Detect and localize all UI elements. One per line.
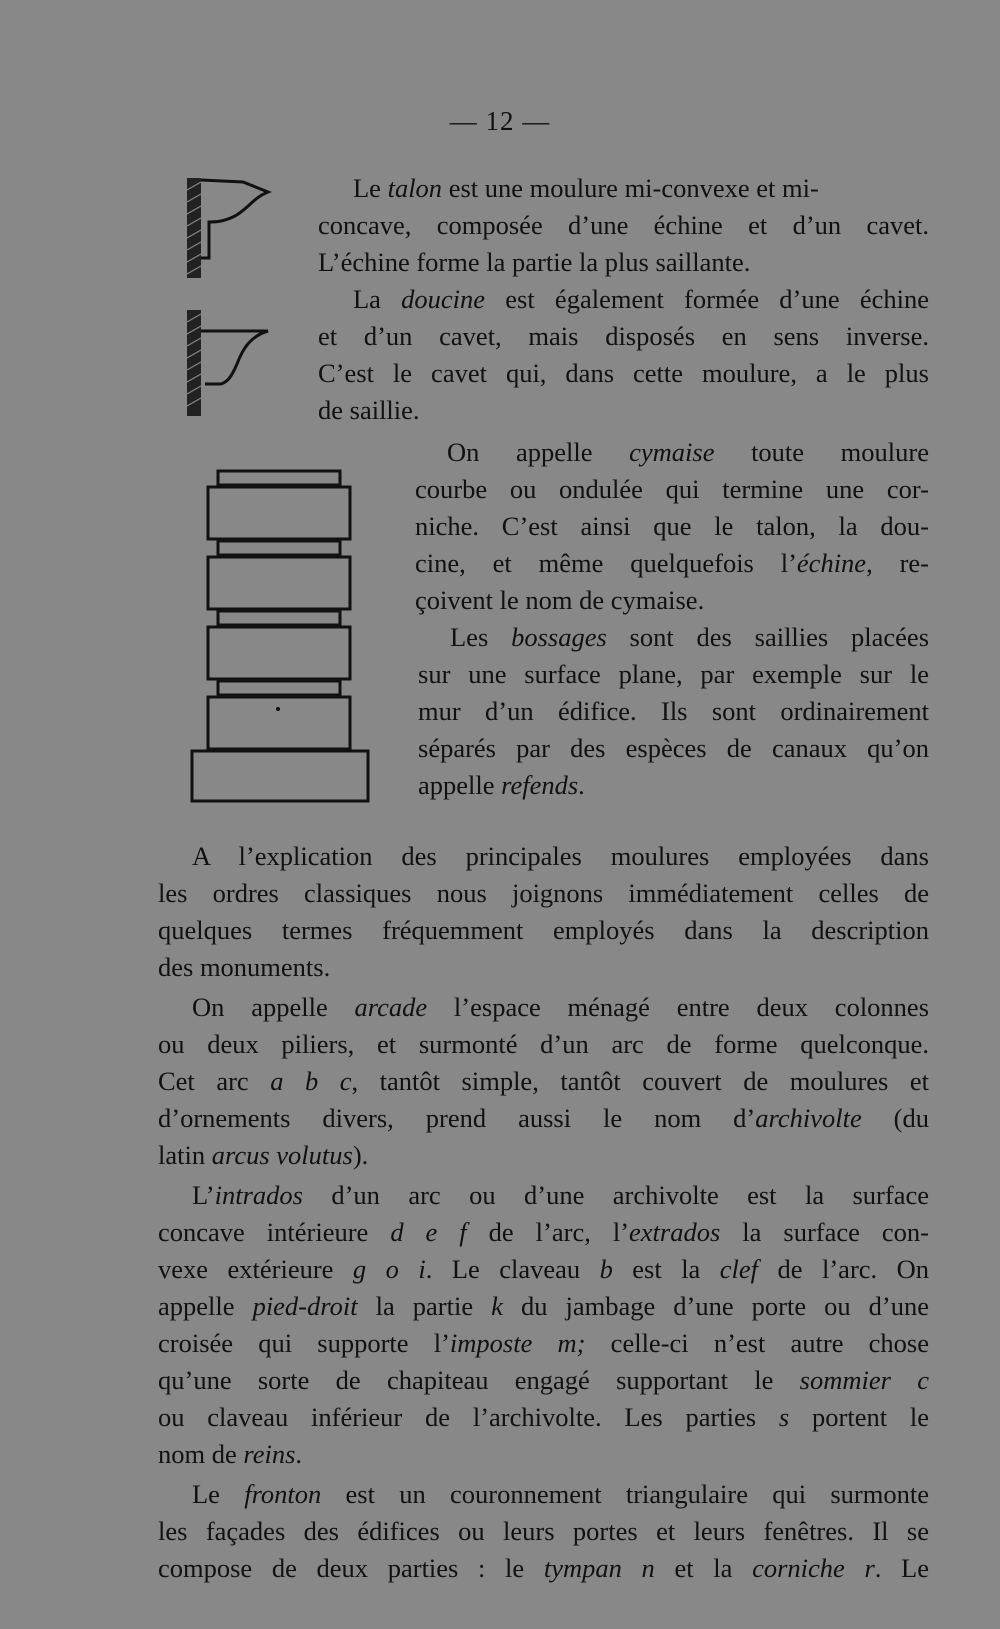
text-line: et d’un cavet, mais disposés en sens inverse. [318,321,929,351]
text-line: qu’une sorte de chapiteau engagé supportant le sommier c [158,1365,929,1395]
doucine-moulding-figure [183,306,278,421]
text-line: les façades des édifices ou leurs portes et leurs fenêtres. Il se [158,1516,929,1546]
text-line: niche. C’est ainsi que le talon, la dou- [415,511,929,541]
text-line: vexe extérieure g o i. Le claveau b est la clef de l’arc. On [158,1254,930,1284]
text-line: concave, composée d’une échine et d’un cavet. [318,210,929,240]
text-line: compose de deux parties : le tympan n et la corniche r. Le [158,1553,930,1583]
text-line: cine, et même quelquefois l’échine, re- [415,548,929,578]
text-line: çoivent le nom de cymaise. [415,585,705,615]
text-line: mur d’un édifice. Ils sont ordinairement [418,696,929,726]
talon-moulding-figure [183,170,278,280]
text-line: ou claveau inférieur de l’archivolte. Les parties s portent le [158,1402,929,1432]
page-number: — 12 — [449,106,551,136]
text-line: séparés par des espèces de canaux qu’on [418,733,929,763]
text-line: d’ornements divers, prend aussi le nom d’archivolte (du [158,1103,930,1133]
text-line: appelle pied-droit la partie k du jambage d’une porte ou d’une [158,1291,930,1321]
text-line: Les bossages sont des saillies placées [450,622,930,652]
text-line: L’échine forme la partie la plus saillante. [318,247,751,277]
text-line: Cet arc a b c, tantôt simple, tantôt couvert de moulures et [158,1066,929,1096]
text-line: concave intérieure d e f de l’arc, l’extrados la surface con- [158,1217,929,1247]
text-line: latin arcus volutus). [158,1140,369,1170]
text-line: appelle refends. [418,770,585,800]
text-line: On appelle cymaise toute moulure [447,437,929,467]
text-line: Le fronton est un couronnement triangulaire qui surmonte [192,1479,929,1509]
text-line: de saillie. [318,395,420,425]
text-line: courbe ou ondulée qui termine une cor- [415,474,929,504]
text-line: La doucine est également formée d’une échine [353,284,929,314]
text-line: Le talon est une moulure mi-convexe et mi- [353,173,819,203]
text-line: L’intrados d’un arc ou d’une archivolte est la surface [192,1180,929,1210]
text-line: des monuments. [158,952,331,982]
text-line: sur une surface plane, par exemple sur le [418,659,929,689]
text-line: C’est le cavet qui, dans cette moulure, a le plus [318,358,929,388]
text-line: croisée qui supporte l’imposte m; celle-ci n’est autre chose [158,1328,929,1358]
text-line: les ordres classiques nous joignons immédiatement celles de [158,878,929,908]
text-line: A l’explication des principales moulures employées dans [192,841,929,871]
text-line: quelques termes fréquemment employés dans la description [158,915,929,945]
bossages-figure [190,465,375,805]
text-line: nom de reins. [158,1439,303,1469]
text-line: ou deux piliers, et surmonté d’un arc de forme quelconque. [158,1029,929,1059]
text-line: On appelle arcade l’espace ménagé entre deux colonnes [192,992,930,1022]
